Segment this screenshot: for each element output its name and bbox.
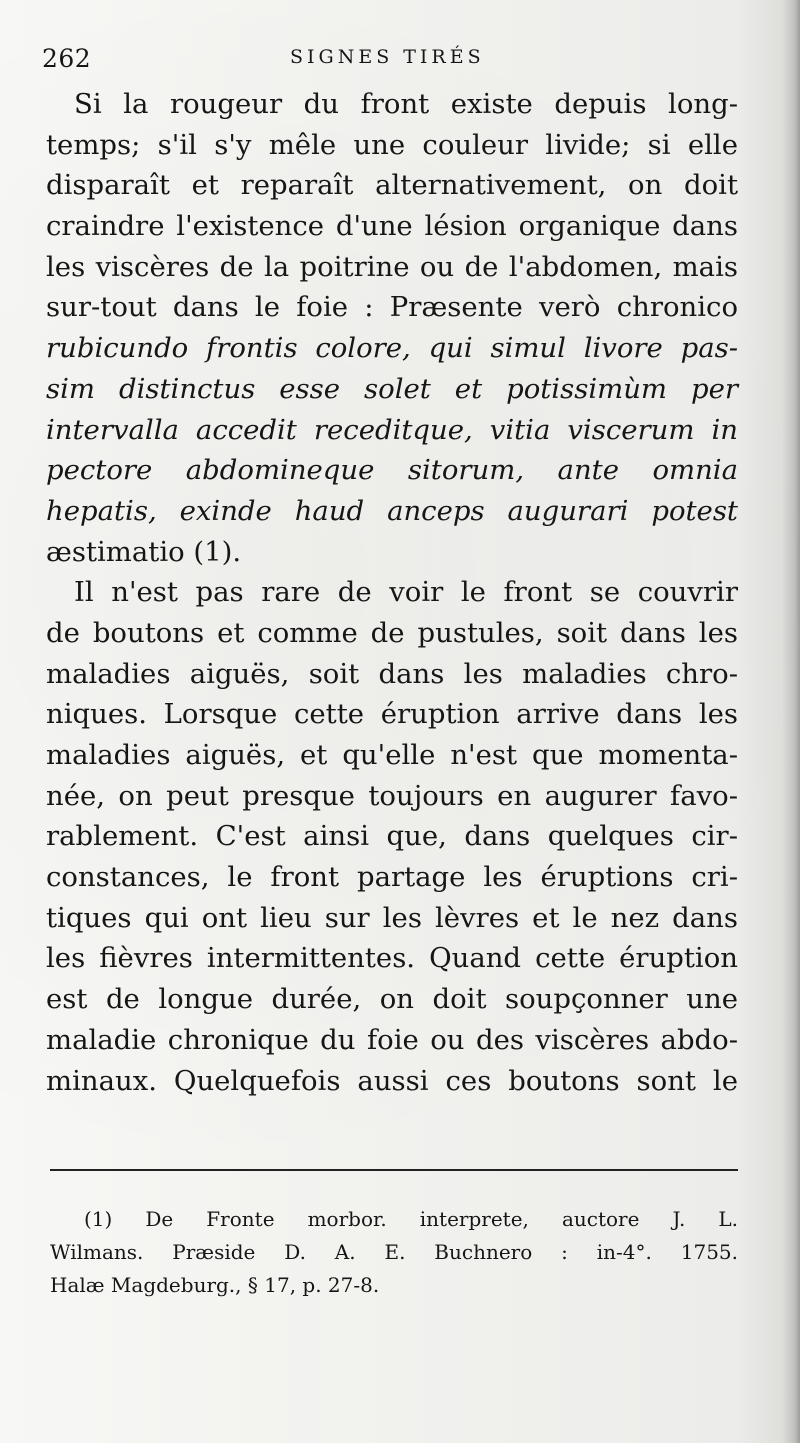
footnote [50,1203,738,1302]
footnote-line: Wilmans. Præside D. A. E. Buchnero : in-4°. 1755. [50,1240,738,1264]
text-line: æstimatio (1). [46,535,242,568]
text-line: Si la rougeur du front existe depuis long- [74,88,738,120]
text-line: les fièvres intermittentes. Quand cette éruption [46,942,738,975]
text-line: maladie chronique du foie ou des viscères abdo- [46,1023,738,1056]
text-line: disparaît et reparaît alternativement, on doit [46,169,738,202]
text-line: Il n'est pas rare de voir le front se couvrir [74,576,738,609]
footnote-line: (1) De Fronte morbor. interprete, auctore J. L. [84,1207,738,1231]
latin-quote-line: intervalla accedit receditque, vitia viscerum in [46,413,738,446]
text-line: est de longue durée, on doit soupçonner une [46,983,738,1016]
text-line: née, on peut presque toujours en augurer favo- [46,779,738,812]
text-line: minaux. Quelquefois aussi ces boutons sont le [46,1064,738,1097]
text-line: de boutons et comme de pustules, soit dans les [46,616,738,649]
text-line: tiques qui ont lieu sur les lèvres et le nez dans [46,901,738,934]
text-line: les viscères de la poitrine ou de l'abdomen, mais [46,250,738,283]
running-head: SIGNES TIRÉS [290,46,485,68]
text-line: rablement. C'est ainsi que, dans quelques cir- [46,820,738,853]
latin-quote-line: rubicundo frontis colore, qui simul livore pas- [46,332,738,365]
text-line: craindre l'existence d'une lésion organique dans [46,210,738,243]
latin-quote-line: hepatis, exinde haud anceps augurari potest [46,494,738,527]
footnote-rule [50,1169,738,1171]
page-number: 262 [42,44,92,73]
body-text [46,84,738,1101]
text-line: maladies aiguës, soit dans les maladies chro- [46,657,738,690]
footnote-line: Halæ Magdeburg., § 17, p. 27-8. [50,1273,380,1297]
text-line: temps; s'il s'y mêle une couleur livide; si elle [46,128,738,161]
text-line: niques. Lorsque cette éruption arrive dans les [46,698,738,731]
text-line: sur-tout dans le foie : Præsente verò chronico [46,291,738,324]
text-line: constances, le front partage les éruptions cri- [46,861,738,894]
text-line: maladies aiguës, et qu'elle n'est que momenta- [46,739,738,771]
page-edge-shadow [782,0,800,1443]
latin-quote-line: sim distinctus esse solet et potissimùm per [46,372,738,405]
latin-quote-line: pectore abdomineque sitorum, ante omnia [46,454,738,487]
